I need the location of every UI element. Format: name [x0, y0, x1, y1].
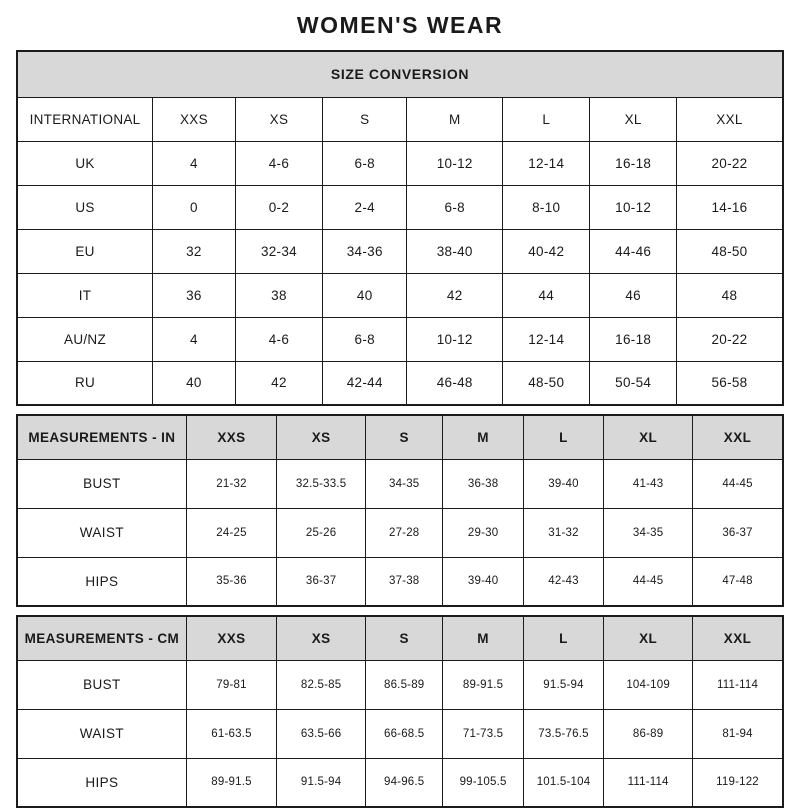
- measure-value-cell: 104-109: [604, 660, 693, 709]
- size-conversion-title-row: [17, 51, 783, 97]
- size-header-m: M: [443, 616, 523, 660]
- row-label: IT: [17, 273, 153, 317]
- measure-value-cell: 89-91.5: [443, 660, 523, 709]
- measure-value-cell: 39-40: [443, 557, 523, 606]
- measure-value-cell: 81-94: [693, 709, 783, 758]
- measure-value-cell: 34-35: [366, 459, 443, 508]
- measurements-cm-table: [16, 615, 784, 808]
- table-row-eu: [17, 229, 783, 273]
- size-header-xs: XS: [277, 415, 366, 459]
- measure-value-cell: 36-38: [443, 459, 523, 508]
- measure-value-cell: 66-68.5: [366, 709, 443, 758]
- size-header-xxl: XXL: [693, 415, 783, 459]
- size-value-cell: 46-48: [407, 361, 503, 405]
- measure-value-cell: 101.5-104: [523, 758, 603, 807]
- row-label: UK: [17, 141, 153, 185]
- measure-value-cell: 99-105.5: [443, 758, 523, 807]
- table-row-aunz: [17, 317, 783, 361]
- size-value-cell: 44: [503, 273, 590, 317]
- row-label: US: [17, 185, 153, 229]
- size-value-cell: 14-16: [676, 185, 783, 229]
- measure-value-cell: 111-114: [693, 660, 783, 709]
- measure-value-cell: 86.5-89: [366, 660, 443, 709]
- row-label: BUST: [17, 660, 186, 709]
- size-value-cell: 36: [153, 273, 236, 317]
- size-header-xxl: XXL: [693, 616, 783, 660]
- table-row-bust-in: [17, 459, 783, 508]
- size-value-cell: 48-50: [676, 229, 783, 273]
- measure-value-cell: 24-25: [186, 508, 276, 557]
- measure-value-cell: 29-30: [443, 508, 523, 557]
- measure-value-cell: 36-37: [277, 557, 366, 606]
- measurements-in-header-row: [17, 415, 783, 459]
- size-value-cell: 42-44: [323, 361, 407, 405]
- measure-value-cell: 37-38: [366, 557, 443, 606]
- table-row-waist-in: [17, 508, 783, 557]
- size-header-xxl: XXL: [676, 97, 783, 141]
- size-header-l: L: [523, 616, 603, 660]
- table-row-it: [17, 273, 783, 317]
- size-value-cell: 20-22: [676, 317, 783, 361]
- size-value-cell: 46: [590, 273, 677, 317]
- measure-value-cell: 41-43: [604, 459, 693, 508]
- measure-value-cell: 32.5-33.5: [277, 459, 366, 508]
- size-header-xl: XL: [604, 415, 693, 459]
- measure-value-cell: 61-63.5: [186, 709, 276, 758]
- measure-value-cell: 27-28: [366, 508, 443, 557]
- size-value-cell: 48: [676, 273, 783, 317]
- measure-value-cell: 86-89: [604, 709, 693, 758]
- size-header-s: S: [323, 97, 407, 141]
- measure-value-cell: 82.5-85: [277, 660, 366, 709]
- measure-value-cell: 21-32: [186, 459, 276, 508]
- size-value-cell: 42: [235, 361, 322, 405]
- row-label: RU: [17, 361, 153, 405]
- size-header-xs: XS: [235, 97, 322, 141]
- measurements-in-table: [16, 414, 784, 607]
- measurements-cm-title: MEASUREMENTS - CM: [17, 616, 186, 660]
- size-value-cell: 34-36: [323, 229, 407, 273]
- size-value-cell: 4-6: [235, 317, 322, 361]
- measurements-in-title: MEASUREMENTS - IN: [17, 415, 186, 459]
- measurements-cm-header-row: [17, 616, 783, 660]
- size-header-xxs: XXS: [186, 616, 276, 660]
- size-header-s: S: [366, 415, 443, 459]
- size-value-cell: 42: [407, 273, 503, 317]
- size-value-cell: 10-12: [407, 141, 503, 185]
- size-value-cell: 10-12: [407, 317, 503, 361]
- table-row-ru: [17, 361, 783, 405]
- size-value-cell: 4: [153, 141, 236, 185]
- size-value-cell: 0: [153, 185, 236, 229]
- size-value-cell: 40-42: [503, 229, 590, 273]
- size-value-cell: 40: [153, 361, 236, 405]
- size-value-cell: 16-18: [590, 317, 677, 361]
- row-label: HIPS: [17, 758, 186, 807]
- row-label: HIPS: [17, 557, 186, 606]
- size-header-xl: XL: [590, 97, 677, 141]
- measure-value-cell: 91.5-94: [277, 758, 366, 807]
- size-header-xs: XS: [277, 616, 366, 660]
- size-header-m: M: [407, 97, 503, 141]
- page-title: WOMEN'S WEAR: [296, 12, 504, 38]
- measure-value-cell: 42-43: [523, 557, 603, 606]
- measure-value-cell: 39-40: [523, 459, 603, 508]
- measure-value-cell: 25-26: [277, 508, 366, 557]
- measure-value-cell: 44-45: [604, 557, 693, 606]
- measure-value-cell: 47-48: [693, 557, 783, 606]
- size-value-cell: 8-10: [503, 185, 590, 229]
- size-value-cell: 38: [235, 273, 322, 317]
- size-value-cell: 0-2: [235, 185, 322, 229]
- measure-value-cell: 34-35: [604, 508, 693, 557]
- size-header-s: S: [366, 616, 443, 660]
- size-header-xxs: XXS: [186, 415, 276, 459]
- size-header-l: L: [523, 415, 603, 459]
- size-value-cell: 40: [323, 273, 407, 317]
- size-header-xl: XL: [604, 616, 693, 660]
- table-row-hips-in: [17, 557, 783, 606]
- measure-value-cell: 119-122: [693, 758, 783, 807]
- size-value-cell: 32-34: [235, 229, 322, 273]
- row-label: WAIST: [17, 709, 186, 758]
- size-value-cell: 50-54: [590, 361, 677, 405]
- row-label: AU/NZ: [17, 317, 153, 361]
- size-value-cell: 32: [153, 229, 236, 273]
- measure-value-cell: 63.5-66: [277, 709, 366, 758]
- row-label: BUST: [17, 459, 186, 508]
- size-value-cell: 48-50: [503, 361, 590, 405]
- measure-value-cell: 44-45: [693, 459, 783, 508]
- measure-value-cell: 71-73.5: [443, 709, 523, 758]
- table-row-bust-cm: [17, 660, 783, 709]
- size-value-cell: 4: [153, 317, 236, 361]
- measure-value-cell: 89-91.5: [186, 758, 276, 807]
- row-label: WAIST: [17, 508, 186, 557]
- measure-value-cell: 36-37: [693, 508, 783, 557]
- measure-value-cell: 111-114: [604, 758, 693, 807]
- size-value-cell: 4-6: [235, 141, 322, 185]
- size-value-cell: 12-14: [503, 141, 590, 185]
- table-row-us: [17, 185, 783, 229]
- size-value-cell: 2-4: [323, 185, 407, 229]
- size-conversion-header-row: [17, 97, 783, 141]
- size-header-m: M: [443, 415, 523, 459]
- size-value-cell: 6-8: [323, 141, 407, 185]
- size-value-cell: 20-22: [676, 141, 783, 185]
- measure-value-cell: 73.5-76.5: [523, 709, 603, 758]
- size-value-cell: 44-46: [590, 229, 677, 273]
- table-row-waist-cm: [17, 709, 783, 758]
- measure-value-cell: 35-36: [186, 557, 276, 606]
- size-value-cell: 10-12: [590, 185, 677, 229]
- size-header-l: L: [503, 97, 590, 141]
- row-label-international: INTERNATIONAL: [17, 97, 153, 141]
- size-value-cell: 12-14: [503, 317, 590, 361]
- size-value-cell: 6-8: [407, 185, 503, 229]
- size-value-cell: 56-58: [676, 361, 783, 405]
- measure-value-cell: 91.5-94: [523, 660, 603, 709]
- size-value-cell: 16-18: [590, 141, 677, 185]
- size-value-cell: 6-8: [323, 317, 407, 361]
- size-conversion-title: SIZE CONVERSION: [17, 51, 783, 97]
- measure-value-cell: 94-96.5: [366, 758, 443, 807]
- table-row-uk: [17, 141, 783, 185]
- measure-value-cell: 79-81: [186, 660, 276, 709]
- size-conversion-table: [16, 50, 784, 406]
- row-label: EU: [17, 229, 153, 273]
- measure-value-cell: 31-32: [523, 508, 603, 557]
- size-value-cell: 38-40: [407, 229, 503, 273]
- size-header-xxs: XXS: [153, 97, 236, 141]
